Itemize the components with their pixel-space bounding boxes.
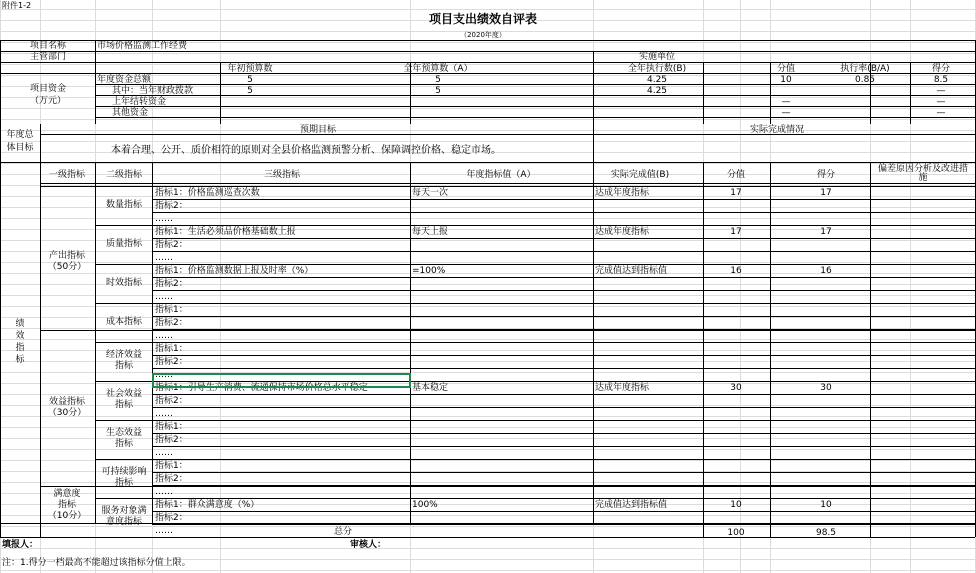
- indicator-name[interactable]: 指标2：: [155, 396, 188, 406]
- funds-row-label: 其他资金: [112, 108, 149, 118]
- indicator-score-value[interactable]: 17: [730, 227, 742, 237]
- level2-label: 指标: [114, 439, 134, 449]
- indicator-name[interactable]: ……: [155, 331, 173, 341]
- indicator-name[interactable]: ……: [155, 292, 173, 302]
- indicator-name[interactable]: 指标1：: [155, 344, 188, 354]
- actual-completion-header: 实际完成情况: [749, 125, 805, 135]
- indicator-name[interactable]: ……: [155, 526, 173, 536]
- page-title: 项目支出绩效自评表: [428, 12, 538, 26]
- indicator-score[interactable]: 17: [820, 227, 832, 237]
- funds-cell-exec[interactable]: 4.25: [646, 75, 668, 85]
- level2-label: 成本指标: [105, 316, 143, 327]
- indicator-score-value[interactable]: 17: [730, 188, 742, 198]
- funds-label-line2: （万元）: [29, 96, 67, 106]
- funds-header-score: 得分: [931, 64, 951, 74]
- level2-label: 指标: [114, 478, 134, 488]
- funds-cell-budget[interactable]: 5: [435, 86, 441, 96]
- funds-cell-score-value[interactable]: —: [781, 108, 791, 118]
- indicator-actual[interactable]: 达成年度指标: [595, 227, 650, 237]
- indicator-target[interactable]: 基本稳定: [412, 383, 449, 393]
- funds-row-label: 年度资金总额: [97, 75, 152, 85]
- hdr-deviation: 偏差原因分析及改进措施: [877, 164, 968, 183]
- level1-label: 效益指标: [48, 397, 86, 407]
- project-name-label: 项目名称: [29, 41, 67, 51]
- indicator-actual[interactable]: 完成值达到指标值: [595, 500, 668, 510]
- level2-label: 质量指标: [105, 238, 143, 249]
- level2-label: 可持续影响: [101, 467, 147, 477]
- funds-header-budget: 全年预算数（A）: [403, 64, 473, 74]
- indicator-score-value[interactable]: 10: [730, 500, 742, 510]
- indicator-score[interactable]: 30: [820, 383, 832, 393]
- project-name-value[interactable]: 市场价格监测工作经费: [97, 41, 188, 51]
- level1-label: （50分）: [47, 262, 87, 272]
- indicator-name[interactable]: 指标2：: [155, 513, 188, 523]
- level2-label: 生态效益: [105, 428, 143, 438]
- indicator-actual[interactable]: 达成年度指标: [595, 383, 650, 393]
- funds-header-score-value: 分值: [776, 64, 796, 74]
- indicator-name[interactable]: 指标1：: [155, 461, 188, 471]
- indicator-name[interactable]: ……: [155, 487, 173, 497]
- dept-label: 主管部门: [29, 52, 67, 62]
- level1-label: （30分）: [47, 408, 87, 418]
- funds-cell-init[interactable]: 5: [247, 86, 253, 96]
- level2-label: 时效指标: [105, 277, 143, 288]
- indicator-score-value[interactable]: 16: [730, 266, 742, 276]
- indicator-name[interactable]: ……: [155, 370, 173, 380]
- level1-label: （10分）: [47, 510, 87, 521]
- footnote: 注：1.得分一档最高不能超过该指标分值上限。: [2, 558, 191, 568]
- indicator-name[interactable]: 指标2：: [155, 357, 188, 367]
- funds-row-label: 上年结转资金: [112, 97, 167, 107]
- indicator-name[interactable]: 指标1：: [155, 305, 188, 315]
- level2-label: 意度指标: [105, 517, 143, 527]
- funds-cell-score[interactable]: —: [936, 108, 946, 118]
- level2-label: 服务对象满: [101, 506, 147, 516]
- level2-label: 指标: [114, 400, 134, 410]
- funds-cell-score[interactable]: —: [936, 97, 946, 107]
- total-label: 总分: [333, 527, 353, 537]
- hdr-score-value: 分值: [726, 170, 746, 180]
- expected-goal-text[interactable]: 本着合理、公开、质价相符的原则对全县价格监测预警分析、保障调控价格、稳定市场。: [111, 145, 501, 156]
- funds-cell-score-value[interactable]: —: [781, 97, 791, 107]
- indicator-name[interactable]: ……: [155, 253, 173, 263]
- hdr-level1: 一级指标: [48, 170, 86, 180]
- indicator-target[interactable]: 100%: [412, 500, 438, 510]
- funds-label-line1: 项目资金: [29, 84, 67, 94]
- impl-unit-label: 实施单位: [638, 52, 676, 62]
- indicator-name[interactable]: 指标2：: [155, 279, 188, 289]
- annual-goal-label-line2: 体目标: [6, 143, 34, 153]
- level1-label: 产出指标: [48, 251, 86, 261]
- funds-header-rate: 执行率(B/A): [840, 64, 890, 74]
- hdr-target: 年度指标值（A）: [466, 170, 536, 180]
- hdr-level3: 三级指标: [263, 170, 301, 180]
- indicator-actual[interactable]: 达成年度指标: [595, 188, 650, 198]
- indicator-name[interactable]: ……: [155, 409, 173, 419]
- indicator-target[interactable]: 每天上报: [412, 227, 449, 237]
- indicator-target[interactable]: 每天一次: [412, 188, 449, 198]
- indicator-name[interactable]: 指标2：: [155, 318, 188, 328]
- indicator-target[interactable]: =100%: [412, 266, 446, 276]
- level2-label: 数量指标: [105, 199, 143, 210]
- hdr-actual: 实际完成值(B): [610, 170, 670, 180]
- funds-cell-budget[interactable]: 5: [435, 75, 441, 85]
- indicator-name[interactable]: 指标2：: [155, 240, 188, 250]
- funds-cell-score[interactable]: 8.5: [933, 75, 949, 85]
- expected-goal-header: 预期目标: [299, 125, 337, 135]
- indicator-name[interactable]: 指标1：价格监测巡查次数: [155, 188, 260, 198]
- hdr-level2: 二级指标: [105, 170, 143, 180]
- funds-header-init: 年初预算数: [227, 64, 273, 74]
- indicator-name[interactable]: ……: [155, 448, 173, 458]
- filler-label: 填报人：: [2, 540, 39, 550]
- indicator-name[interactable]: 指标1：: [155, 422, 188, 432]
- year-subtitle: （2020年度）: [460, 31, 506, 39]
- total-value: 100: [727, 528, 745, 538]
- indicator-score[interactable]: 10: [820, 500, 832, 510]
- funds-cell-score[interactable]: —: [936, 86, 946, 96]
- hdr-score: 得分: [816, 170, 836, 180]
- total-score: 98.5: [815, 528, 837, 538]
- funds-cell-init[interactable]: 5: [247, 75, 253, 85]
- attachment-label: 附件1-2: [2, 1, 32, 10]
- indicator-name[interactable]: 指标1：群众满意度（%）: [155, 500, 260, 510]
- indicator-actual[interactable]: 完成值达到指标值: [595, 266, 668, 276]
- indicator-name[interactable]: 指标2：: [155, 435, 188, 445]
- level1-label: 满意度: [53, 488, 81, 499]
- funds-cell-score-value[interactable]: 10: [780, 75, 792, 85]
- indicator-score[interactable]: 16: [820, 266, 832, 276]
- performance-indicators-label: 绩效指标: [15, 319, 25, 365]
- indicator-name[interactable]: 指标2：: [155, 474, 188, 484]
- level2-label: 社会效益: [105, 389, 143, 399]
- level1-label: 指标: [57, 499, 77, 510]
- funds-header-exec: 全年执行数(B): [627, 64, 687, 74]
- level2-label: 指标: [114, 361, 134, 371]
- funds-row-label: 其中：当年财政拨款: [112, 86, 194, 96]
- reviewer-label: 审核人：: [350, 540, 387, 550]
- annual-goal-label-line1: 年度总: [6, 130, 34, 140]
- indicator-score[interactable]: 17: [820, 188, 832, 198]
- indicator-name[interactable]: ……: [155, 214, 173, 224]
- funds-cell-exec[interactable]: 4.25: [646, 86, 668, 96]
- indicator-score-value[interactable]: 30: [730, 383, 742, 393]
- indicator-name[interactable]: 指标1：生活必须品价格基础数上报: [155, 227, 296, 237]
- funds-cell-rate[interactable]: 0.85: [854, 75, 876, 85]
- indicator-name[interactable]: 指标2：: [155, 201, 188, 211]
- indicator-name[interactable]: 指标1：引导生产消费、流通保持市场价格总水平稳定: [155, 383, 368, 393]
- level2-label: 经济效益: [105, 350, 143, 360]
- indicator-name[interactable]: 指标1：价格监测数据上报及时率（%）: [155, 266, 314, 276]
